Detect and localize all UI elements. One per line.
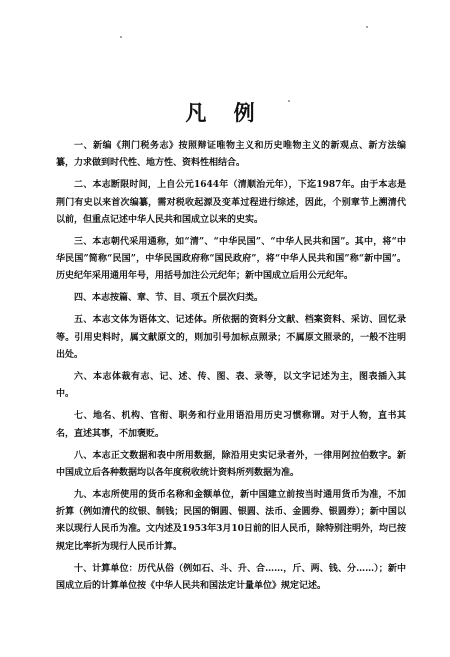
- paragraph-9: 九、本志所使用的货币名称和金额单位，新中国建立前按当时通用货币为准，不加折算（例如清代的纹银、制钱；民国的铜圆、银圆、法币、金圆券、银圆券）；新中国以来以现行人民币为准。文内述及1953年3月10日前的旧人民币，除特别注明外，均已按规定比率折为现行人民币计算。: [56, 489, 406, 552]
- paragraph-4: 四、本志按篇、章、节、目、项五个层次归类。: [74, 293, 264, 304]
- paragraph-5: 五、本志文体为语体文、记述体。所依据的资料分文献、档案资料、采访、回忆录等。引用史料时，属文献原文的，则加引号加标点照录；不属原文照录的，一般不注明出处。: [56, 315, 406, 361]
- paragraph-2: 二、本志断限时间，上自公元1644年（清顺治元年），下迄1987年。由于本志是荆门有史以来首次编纂，需对税收起源及变革过程进行综述，因此，个别章节上溯清代以前，但重点记述中华人民共和国成立以来的史实。: [56, 180, 406, 225]
- paragraph-8: 八、本志正文数据和表中所用数据，除沿用史实记录者外，一律用阿拉伯数字。新中国成立后各种数据均以各年度税收统计资料所列数据为准。: [56, 450, 406, 478]
- page-title: 凡 例: [185, 100, 265, 125]
- scan-speck: [366, 26, 368, 28]
- paragraph-1: 一、新编《荆门税务志》按照辩证唯物主义和历史唯物主义的新观点、新方法编纂，力求做到时代性、地方性、资料性相结合。: [56, 141, 406, 169]
- paragraph-3: 三、本志朝代采用通称，如“清”、“中华民国”、“中华人民共和国”。其中，将“中华民国”简称“民国”，中华民国政府称“国民政府”，将“中华人民共和国”称“新中国”。历史纪年采用通用年号，用括号加注公元纪年；新中国成立后用公元纪年。: [56, 236, 406, 282]
- paragraph-10: 十、计算单位：历代从俗（例如石、斗、升、合……，斤、两、钱、分……）；新中国成立后的计算单位按《中华人民共和国法定计量单位》规定记述。: [56, 563, 406, 592]
- body-text: [56, 138, 406, 595]
- paragraph-6: 六、本志体裁有志、记、述、传、图、表、录等，以文字记述为主，图表插入其中。: [56, 372, 406, 400]
- scan-speck: [120, 36, 122, 38]
- paragraph-7: 七、地名、机构、官衔、职务和行业用语沿用历史习惯称谓。对于人物，直书其名，直述其事，不加褒贬。: [56, 411, 406, 439]
